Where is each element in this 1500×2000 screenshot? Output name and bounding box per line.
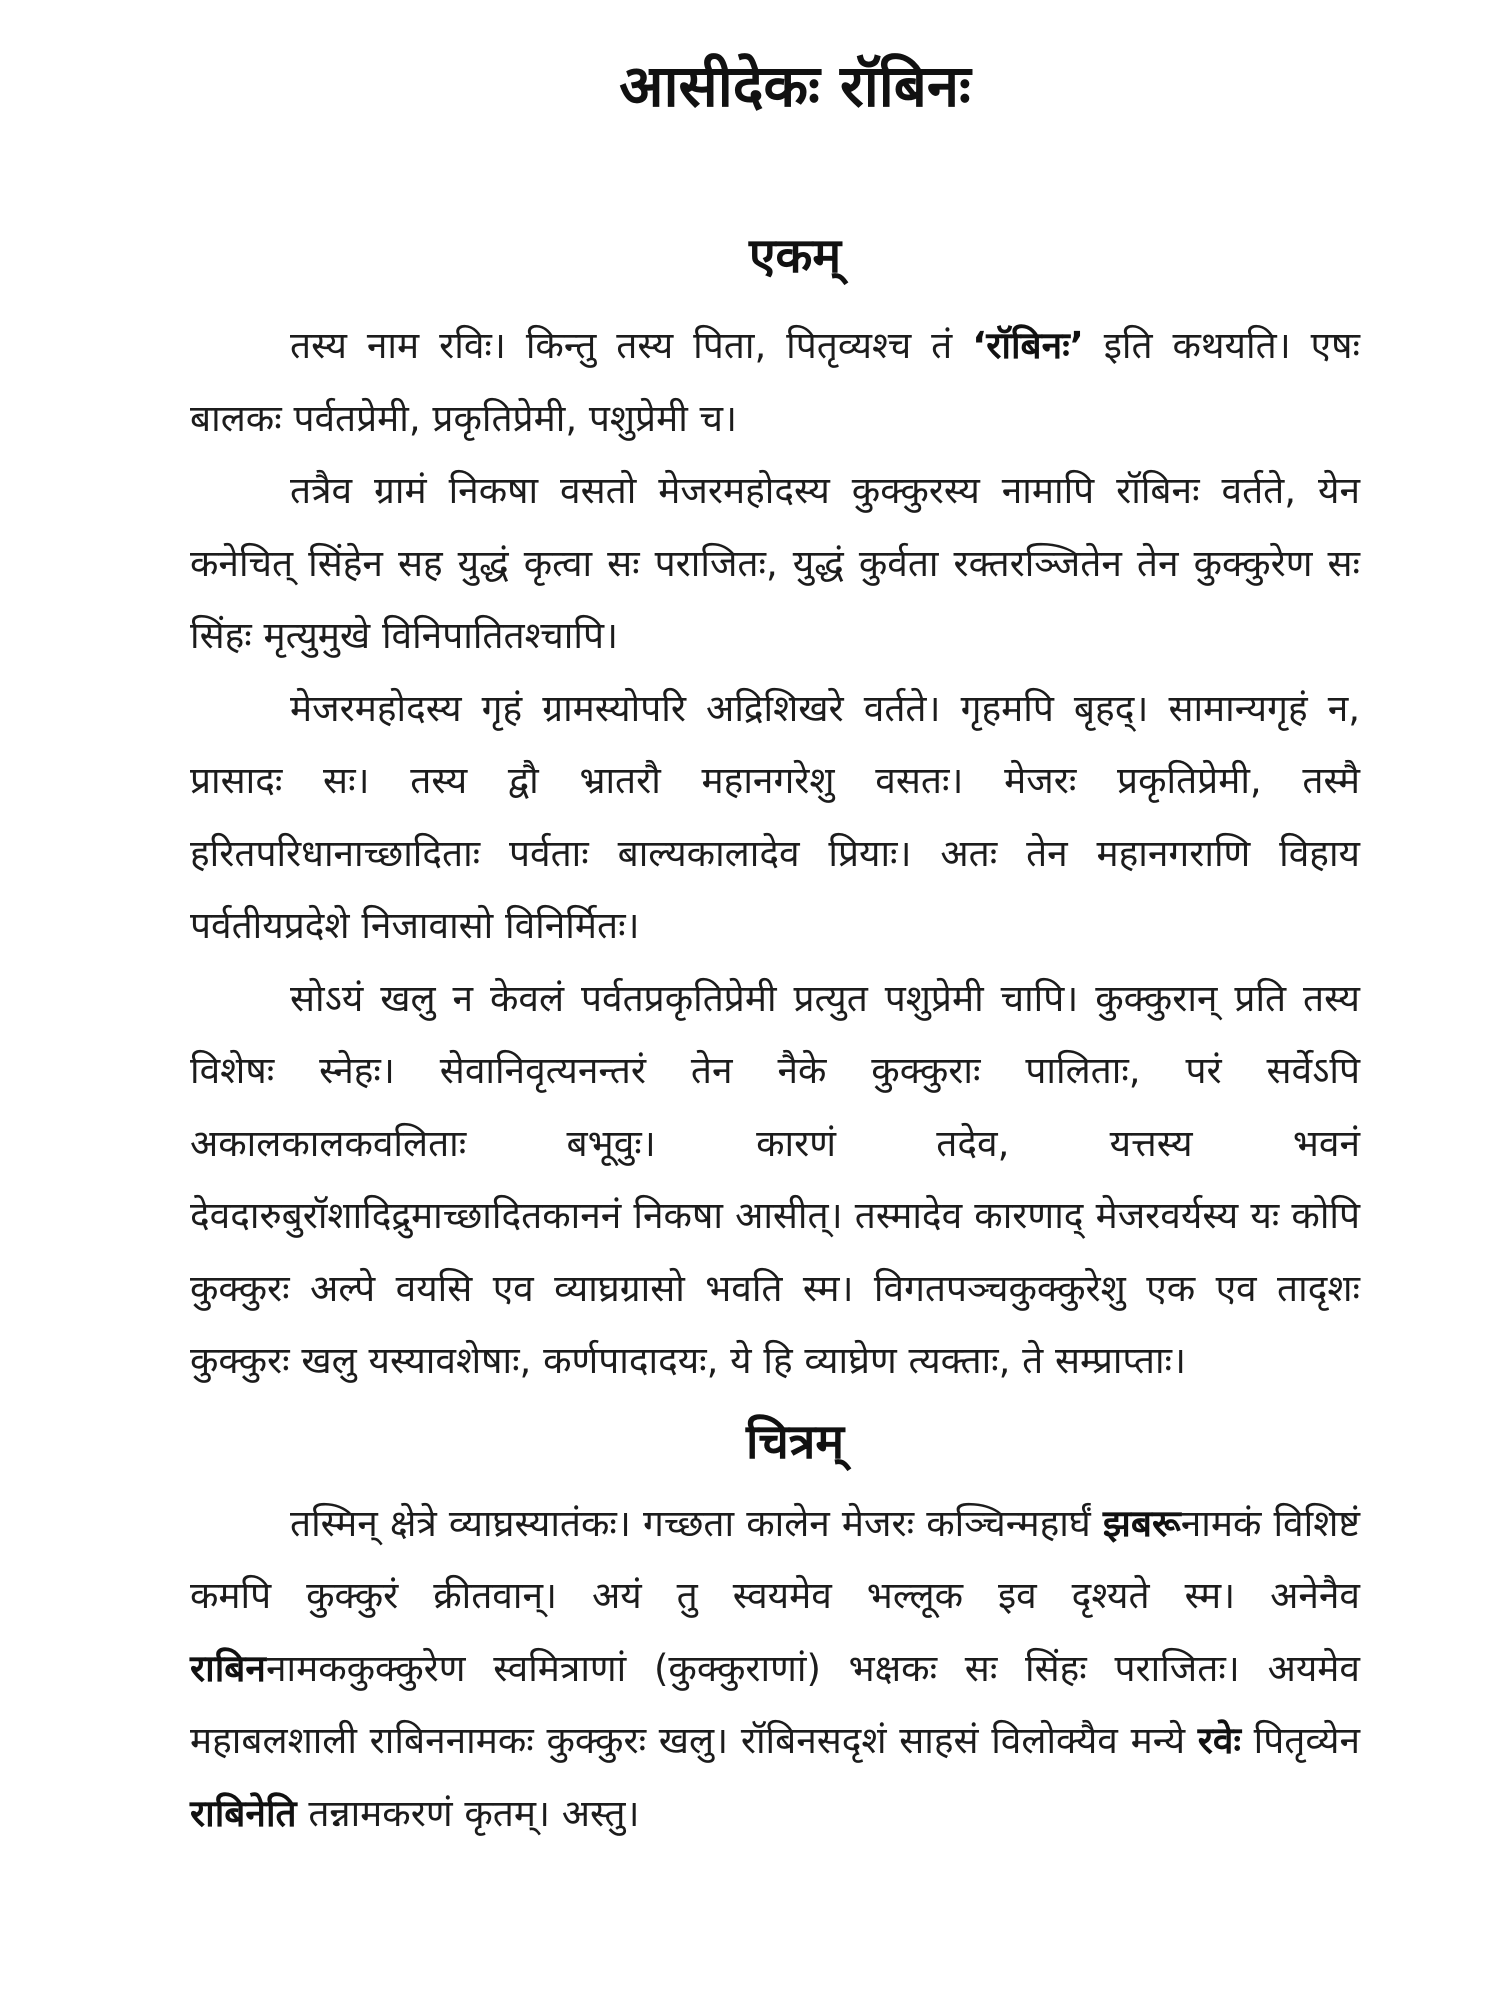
paragraph-5-text-e: तन्नामकरणं कृतम्। अस्तु। xyxy=(296,1791,640,1835)
paragraph-5-text-c: नामककुक्कुरेण स्वमित्राणां (कुक्कुराणां) भक्षकः सः सिंहः पराजितः। अयमेव महाबलशाली राबिननामकः कुक्कुरः खलु। रॉबिनसदृशं साहसं विलोक्यैव मन्ये xyxy=(190,1646,1360,1762)
paragraph-5-rabineti-bold: राबिनेति xyxy=(190,1791,297,1835)
paragraph-1-text-a: तस्य नाम रविः। किन्तु तस्य पिता, पितृव्यश्च तं xyxy=(290,324,973,367)
paragraph-2: तत्रैव ग्रामं निकषा वसतो मेजरमहोदस्य कुक्कुरस्य नामापि रॉबिनः वर्तते, येन कनेचित् सिंहेन सह युद्धं कृत्वा सः पराजितः, युद्धं कुर्वता रक्तरञ्जितेन तेन कुक्कुरेण सः सिंहः मृत्युमुखे विनिपातितश्चापि। xyxy=(190,469,1360,657)
paragraph-1 xyxy=(190,310,1360,455)
paragraph-5-text-a: तस्मिन् क्षेत्रे व्याघ्रस्यातंकः। गच्छता कालेन मेजरः कञ्चिन्महार्घं xyxy=(290,1501,1103,1545)
section-heading-chitram: चित्रम् xyxy=(745,1413,845,1470)
paragraph-5-rave-bold: रवेः xyxy=(1197,1719,1241,1762)
paragraph-5 xyxy=(190,1488,1360,1851)
section-heading-ekam: एकम् xyxy=(748,228,842,284)
paragraph-1-robin-bold: ‘रॉबिनः’ xyxy=(972,324,1084,367)
paragraph-5-jhabaru-bold: झबरू xyxy=(1102,1501,1181,1545)
paragraph-3: मेजरमहोदस्य गृहं ग्रामस्योपरि अद्रिशिखरे वर्तते। गृहमपि बृहद्। सामान्यगृहं न, प्रासादः सः। तस्य द्वौ भ्रातरौ महानगरेशु वसतः। मेजरः प्रकृतिप्रेमी, तस्मै हरितपरिधानाच्छादिताः पर्वताः बाल्यकालादेव प्रियाः। अतः तेन महानगराणि विहाय पर्वतीयप्रदेशे निजावासो विनिर्मितः। xyxy=(190,686,1360,947)
paragraph-4: सोऽयं खलु न केवलं पर्वतप्रकृतिप्रेमी प्रत्युत पशुप्रेमी चापि। कुक्कुरान् प्रति तस्य विशेषः स्नेहः। सेवानिवृत्यनन्तरं तेन नैके कुक्कुराः पालिताः, परं सर्वेऽपि अकालकालकवलिताः बभूवुः। कारणं तदेव, यत्तस्य भवनं देवदारुबुरॉशादिद्रुमाच्छादितकाननं निकषा आसीत्। तस्मादेव कारणाद् मेजरवर्यस्य यः कोपि कुक्कुरः अल्पे वयसि एव व्याघ्रग्रासो भवति स्म। विगतपञ्चकुक्कुरेशु एक एव तादृशः कुक्कुरः खलु यस्यावशेषाः, कर्णपादादयः, ये हि व्याघ्रेण त्यक्ताः, ते सम्प्राप्ताः। xyxy=(190,976,1360,1382)
paragraph-5-rabin-bold: राबिन xyxy=(190,1646,266,1690)
page-title: आसीदेकः रॉबिनः xyxy=(619,52,971,120)
paragraph-5-text-d: पितृव्येन xyxy=(1240,1719,1360,1762)
paragraph-5-text-b: नामकं विशिष्टं कमपि कुक्कुरं क्रीतवान्। अयं तु स्वयमेव भल्लूक इव दृश्यते स्म। अनेनैव xyxy=(190,1501,1360,1617)
paragraph-1-text-b: इति कथयति। एषः बालकः पर्वतप्रेमी, प्रकृतिप्रेमी, पशुप्रेमी च। xyxy=(190,324,1360,440)
